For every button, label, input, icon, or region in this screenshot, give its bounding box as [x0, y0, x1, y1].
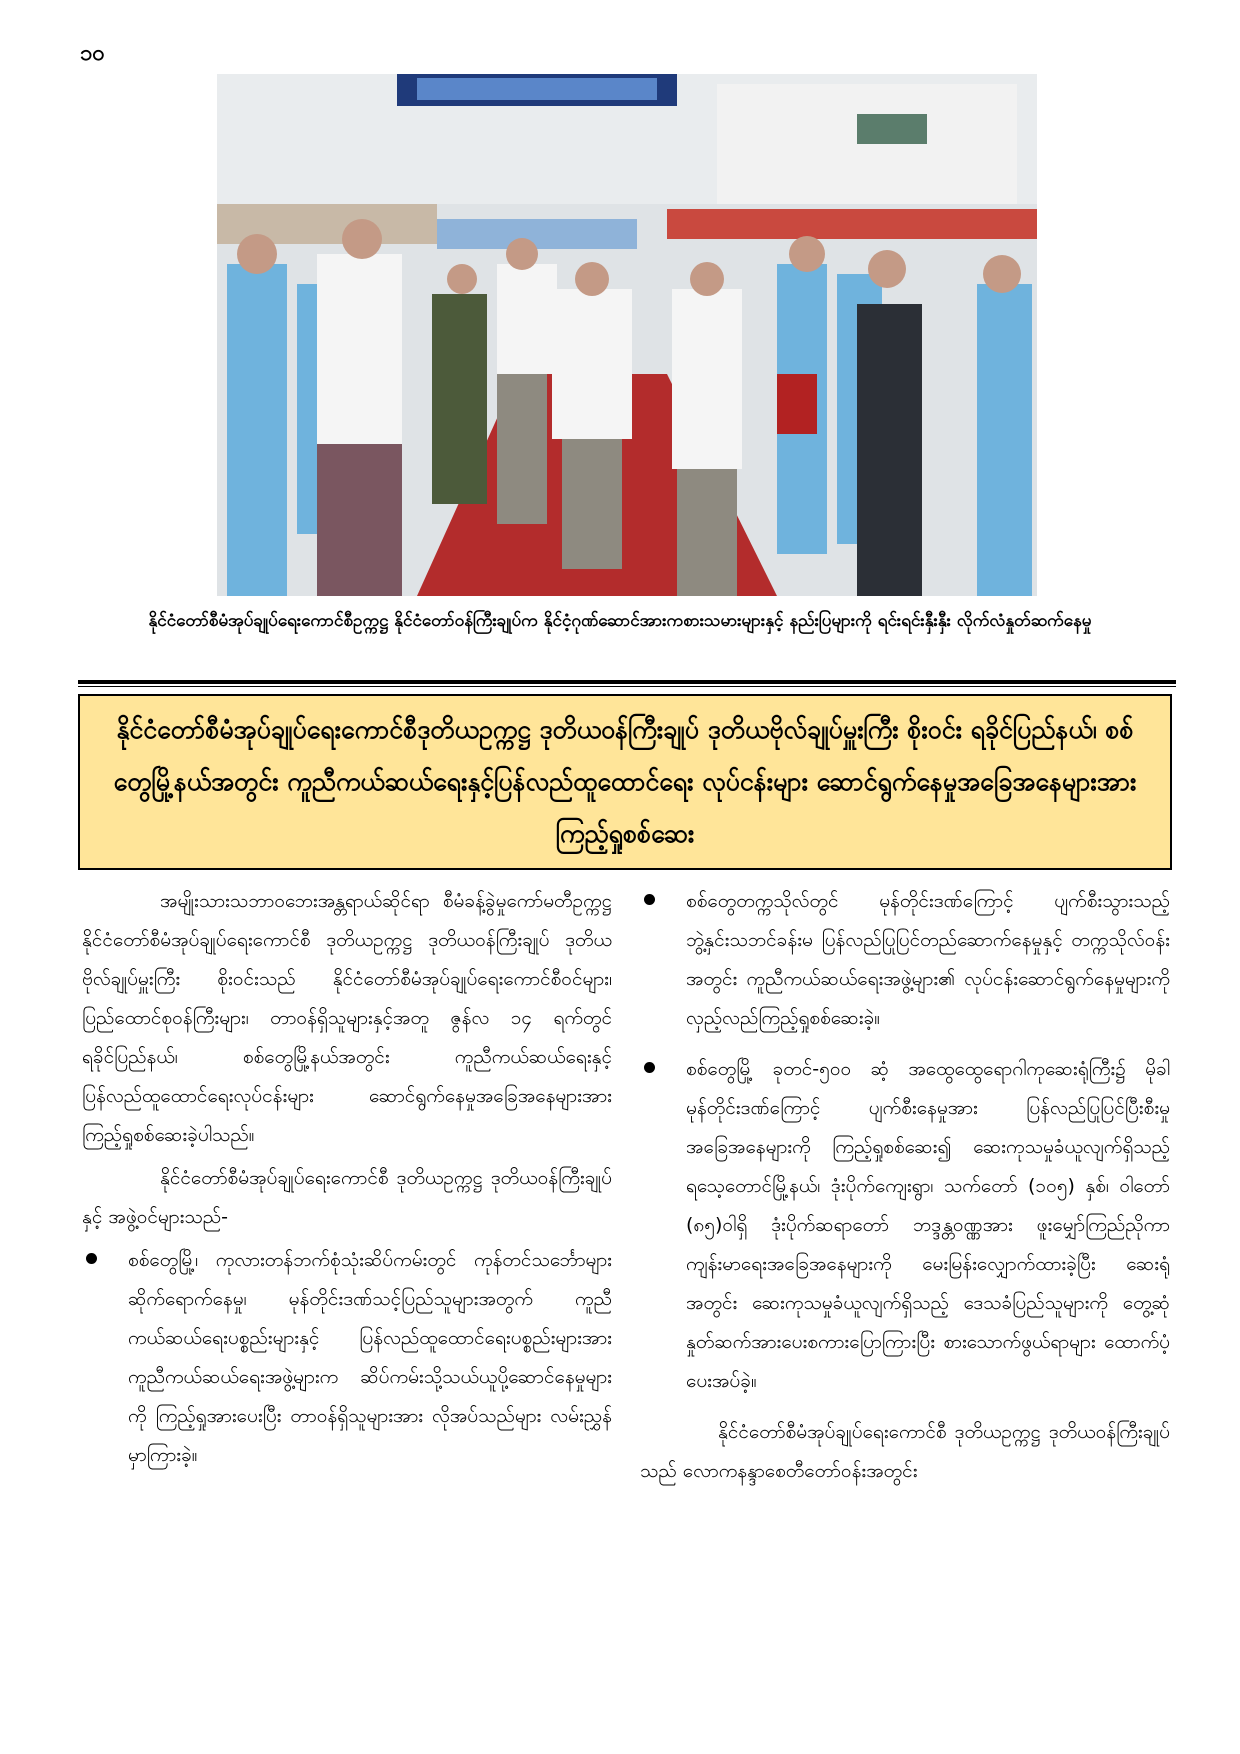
divider-thin: [78, 686, 1176, 687]
news-photo: [217, 74, 1037, 596]
headline-box: [78, 694, 1172, 870]
left-column: [82, 882, 612, 1487]
page-number: ၁၀: [80, 41, 105, 66]
headline: နိုင်ငံတော်စီမံအုပ်ချုပ်ရေးကောင်စီဒုတိယဥက္ကဋ္ဌ ဒုတိယဝန်ကြီးချုပ် ဒုတိယဗိုလ်ချုပ်မှူးကြီး စိုးဝင်း ရခိုင်ပြည်နယ်၊ စစ်တွေမြို့နယ်အတွင်း ကူညီကယ်ဆယ်ရေးနှင့်ပြန်လည်ထူထောင်ရေး လုပ်ငန်းများ ဆောင်ရွက်နေမှုအခြေအနေများအား ကြည့်ရှုစစ်ဆေး: [113, 715, 1137, 848]
bullet-icon: [644, 1062, 655, 1073]
bullet-item: [82, 1241, 612, 1475]
bullet-icon: [86, 1253, 97, 1264]
photo-caption: နိုင်ငံတော်စီမံအုပ်ချုပ်ရေးကောင်စီဥက္ကဋ္ဌ နိုင်ငံတော်ဝန်ကြီးချုပ်က နိုင်ငံ့ဂုဏ်ဆောင်အားကစားသမားများနှင့် နည်းပြများကို ရင်းရင်းနှီးနှီး လိုက်လံနှုတ်ဆက်နေမှု: [148, 611, 1092, 631]
body-paragraph: နိုင်ငံတော်စီမံအုပ်ချုပ်ရေးကောင်စီ ဒုတိယဥက္ကဋ္ဌ ဒုတိယဝန်ကြီးချုပ်နှင့် အဖွဲ့ဝင်များသည်-: [82, 1167, 612, 1228]
bullet-text: စစ်တွေမြို့ ခုတင်-၅၀၀ ဆံ့ အထွေထွေရောဂါကုဆေးရုံကြီး၌ မိုခါမုန်တိုင်းဒဏ်ကြောင့် ပျက်စီးနေမှုအား ပြန်လည်ပြုပြင်ပြီးစီးမှု အခြေအနေများကို ကြည့်ရှုစစ်ဆေး၍ ဆေးကုသမှုခံယူလျက်ရှိသည့် ရသေ့တောင်မြို့နယ်၊ ဒုံးပိုက်ကျေးရွာ၊ သက်တော် (၁၀၅) နှစ်၊ ဝါတော် (၈၅)ဝါရှိ ဒုံးပိုက်ဆရာတော် ဘဒ္ဒန္တဝဏ္ဏအား ဖူးမျှော်ကြည်ညိုကာ ကျန်းမာရေးအခြေအနေများကို မေးမြန်းလျှောက်ထားခဲ့ပြီး ဆေးရုံအတွင်း ဆေးကုသမှုခံယူလျက်ရှိသည့် ဒေသခံပြည်သူများကို တွေ့ဆုံနှုတ်ဆက်အားပေးစကားပြောကြားပြီး စားသောက်ဖွယ်ရာများ ထောက်ပံ့ပေးအပ်ခဲ့။: [686, 1058, 1170, 1392]
bullet-item: [640, 1050, 1170, 1401]
bullet-icon: [644, 894, 655, 905]
bullet-item: [640, 882, 1170, 1038]
divider-thick: [78, 680, 1176, 684]
body-paragraph: အမျိုးသားသဘာဝဘေးအန္တရာယ်ဆိုင်ရာ စီမံခန့်ခွဲမှုကော်မတီဥက္ကဋ္ဌ နိုင်ငံတော်စီမံအုပ်ချုပ်ရေးကောင်စီ ဒုတိယဥက္ကဋ္ဌ ဒုတိယဝန်ကြီးချုပ် ဒုတိယဗိုလ်ချုပ်မှူးကြီး စိုးဝင်းသည် နိုင်ငံတော်စီမံအုပ်ချုပ်ရေးကောင်စီဝင်များ၊ ပြည်ထောင်စုဝန်ကြီးများ၊ တာဝန်ရှိသူများနှင့်အတူ ဇွန်လ ၁၄ ရက်တွင် ရခိုင်ပြည်နယ်၊ စစ်တွေမြို့နယ်အတွင်း ကူညီကယ်ဆယ်ရေးနှင့် ပြန်လည်ထူထောင်ရေးလုပ်ငန်းများ ဆောင်ရွက်နေမှုအခြေအနေများအား ကြည့်ရှုစစ်ဆေးခဲ့ပါသည်။: [82, 890, 612, 1146]
bullet-text: စစ်တွေမြို့၊ ကုလားတန်ဘက်စုံသုံးဆိပ်ကမ်းတွင် ကုန်တင်သင်္ဘောများ ဆိုက်ရောက်နေမှု၊ မုန်တိုင်းဒဏ်သင့်ပြည်သူများအတွက် ကူညီကယ်ဆယ်ရေးပစ္စည်းများနှင့် ပြန်လည်ထူထောင်ရေးပစ္စည်းများအား ကူညီကယ်ဆယ်ရေးအဖွဲ့များက ဆိပ်ကမ်းသို့သယ်ယူပို့ဆောင်နေမှုများကို ကြည့်ရှုအားပေးပြီး တာဝန်ရှိသူများအား လိုအပ်သည်များ လမ်းညွှန်မှာကြားခဲ့။: [128, 1249, 612, 1466]
right-column: [640, 882, 1170, 1495]
body-paragraph: နိုင်ငံတော်စီမံအုပ်ချုပ်ရေးကောင်စီ ဒုတိယဥက္ကဋ္ဌ ဒုတိယဝန်ကြီးချုပ်သည် လောကနန္ဒာစေတီတော်ဝန်းအတွင်း: [640, 1421, 1170, 1482]
bullet-text: စစ်တွေတက္ကသိုလ်တွင် မုန်တိုင်းဒဏ်ကြောင့် ပျက်စီးသွားသည့် ဘွဲ့နှင်းသဘင်ခန်းမ ပြန်လည်ပြုပြင်တည်ဆောက်နေမှုနှင့် တက္ကသိုလ်ဝန်းအတွင်း ကူညီကယ်ဆယ်ရေးအဖွဲ့များ၏ လုပ်ငန်းဆောင်ရွက်နေမှုများကို လှည့်လည်ကြည့်ရှုစစ်ဆေးခဲ့။: [686, 890, 1170, 1029]
